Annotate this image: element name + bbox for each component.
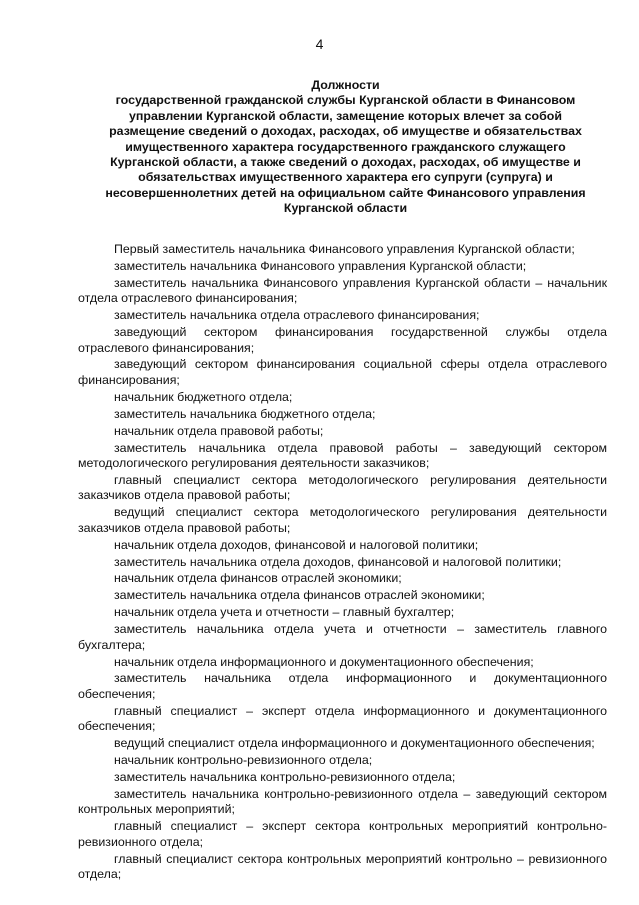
positions-list [78, 242, 607, 884]
position-item: ведущий специалист отдела информационного и документационного обеспечения; [114, 736, 595, 751]
position-item: начальник отдела правовой работы; [114, 423, 324, 438]
heading-line: несовершеннолетних детей на официальном сайте Финансового управления [105, 185, 586, 200]
position-item: начальник бюджетного отдела; [114, 389, 293, 404]
heading-line: Курганской области, а также сведений о доходах, расходах, об имуществе и [110, 155, 581, 170]
position-item: заместитель начальника Финансового управления Курганской области; [114, 258, 527, 273]
position-item: заместитель начальника отдела финансов отраслей экономики; [114, 588, 485, 603]
position-item: заместитель начальника отдела отраслевого финансирования; [114, 308, 480, 323]
position-item: начальник контрольно-ревизионного отдела; [114, 753, 373, 768]
position-item: начальник отдела информационного и документационного обеспечения; [114, 654, 534, 669]
position-item: начальник отдела доходов, финансовой и налоговой политики; [114, 537, 479, 552]
page-number: 4 [315, 36, 324, 52]
heading-line: Курганской области [283, 201, 408, 216]
document-heading [96, 78, 595, 217]
position-item: ведущий специалист сектора методологического регулирования деятельности заказчиков отдела правовой работы; [78, 505, 607, 535]
heading-line: размещение сведений о доходах, расходах, об имуществе и обязательствах [109, 124, 582, 139]
position-item: заведующий сектором финансирования социальной сферы отдела отраслевого финансирования; [78, 357, 607, 387]
heading-line: государственной гражданской службы Курганской области в Финансовом [115, 93, 576, 108]
position-item: главный специалист сектора контрольных мероприятий контрольно – ревизионного отдела; [78, 851, 607, 882]
position-item: заведующий сектором финансирования государственной службы отдела отраслевого финансирования; [78, 325, 607, 355]
heading-line: имущественного характера государственного гражданского служащего [125, 139, 566, 154]
heading-line: управлении Курганской области, замещение которых влечет за собой [129, 108, 562, 123]
position-item: заместитель начальника контрольно-ревизионного отдела; [114, 769, 456, 784]
position-item: главный специалист – эксперт сектора контрольных мероприятий контрольно-ревизионного отдела; [78, 819, 607, 849]
position-item: главный специалист – эксперт отдела информационного и документационного обеспечения; [78, 703, 607, 734]
position-item: начальник отдела финансов отраслей экономики; [114, 571, 402, 586]
position-item: заместитель начальника бюджетного отдела; [114, 406, 376, 421]
position-item: заместитель начальника отдела информационного и документационного обеспечения; [78, 671, 607, 701]
position-item: заместитель начальника отдела правовой работы – заведующий сектором методологического регулирования деятельности заказчиков; [78, 440, 607, 471]
position-item: заместитель начальника отдела доходов, финансовой и налоговой политики; [114, 554, 562, 569]
position-item: заместитель начальника отдела учета и отчетности – заместитель главного бухгалтера; [78, 622, 607, 652]
heading-line: Должности [311, 78, 380, 92]
position-item: заместитель начальника контрольно-ревизионного отдела – заведующий сектором контрольных мероприятий; [78, 786, 607, 817]
position-item: заместитель начальника Финансового управления Курганской области – начальник отдела отраслевого финансирования; [78, 275, 607, 306]
position-item: Первый заместитель начальника Финансового управления Курганской области; [114, 242, 575, 256]
heading-line: обязательствах имущественного характера его супруги (супруга) и [138, 170, 553, 185]
position-item: начальник отдела учета и отчетности – главный бухгалтер; [114, 605, 455, 620]
position-item: главный специалист сектора методологического регулирования деятельности заказчиков отдела правовой работы; [78, 472, 607, 503]
